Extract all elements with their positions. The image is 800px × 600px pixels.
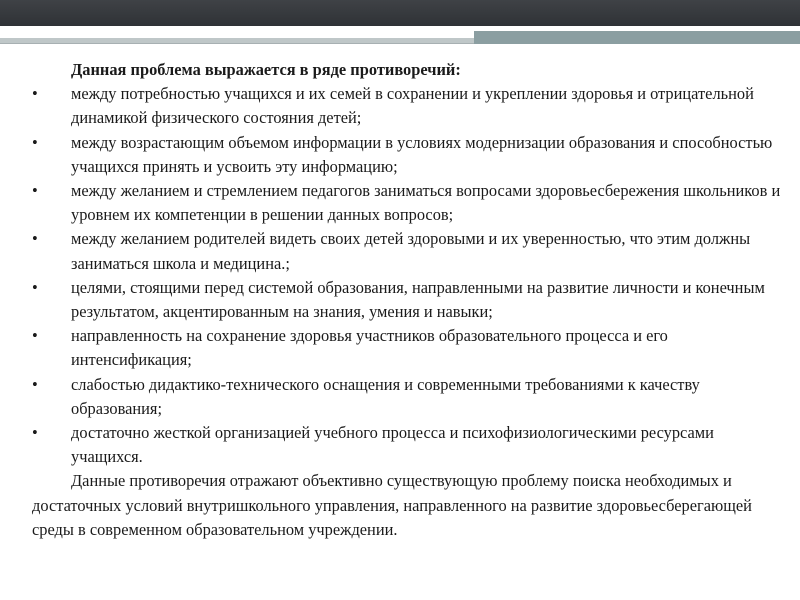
contradictions-list bbox=[32, 82, 784, 469]
list-item-text: достаточно жесткой организацией учебного процесса и психофизиологическими ресурсами учащихся. bbox=[71, 423, 714, 467]
bullet-icon: • bbox=[32, 181, 38, 201]
title-bar-decoration bbox=[0, 0, 800, 26]
list-item bbox=[32, 324, 784, 372]
list-item-text: между желанием родителей видеть своих детей здоровыми и их уверенностью, что этим должны заниматься школа и медицина.; bbox=[71, 229, 751, 273]
accent-block bbox=[474, 31, 800, 44]
list-item-text: направленность на сохранение здоровья участников образовательного процесса и его интенсификация; bbox=[71, 326, 668, 370]
bullet-icon: • bbox=[32, 423, 38, 443]
bullet-icon: • bbox=[32, 277, 38, 297]
list-item-text: слабостью дидактико-технического оснащения и современными требованиями к качеству образования; bbox=[71, 374, 700, 418]
list-item bbox=[32, 131, 784, 179]
list-item bbox=[32, 82, 784, 130]
list-item bbox=[32, 227, 784, 275]
list-item-text: между желанием и стремлением педагогов заниматься вопросами здоровьесбережения школьников и уровнем их компетенции в решении данных вопросов; bbox=[71, 181, 781, 225]
list-item-text: целями, стоящими перед системой образования, направленными на развитие личности и конечным результатом, акцентированным на знания, умения и навыки; bbox=[71, 277, 765, 322]
list-item bbox=[32, 373, 784, 421]
list-item bbox=[32, 276, 784, 324]
bullet-icon: • bbox=[32, 229, 38, 249]
bullet-icon: • bbox=[32, 132, 38, 152]
slide-body bbox=[32, 58, 784, 542]
heading: Данная проблема выражается в ряде противоречий: bbox=[71, 60, 461, 79]
accent-bar-decoration bbox=[0, 26, 800, 44]
closing-paragraph: Данные противоречия отражают объективно существующую проблему поиска необходимых и достаточных условий внутришкольного управления, направленного на развитие здоровьесберегающей среды в современном образовательном учреждении. bbox=[32, 471, 752, 539]
list-item bbox=[32, 421, 784, 469]
list-item-text: между потребностью учащихся и их семей в сохранении и укреплении здоровья и отрицательной динамикой физического состояния детей; bbox=[71, 84, 754, 128]
bullet-icon: • bbox=[32, 374, 38, 394]
bullet-icon: • bbox=[32, 84, 38, 104]
list-item-text: между возрастающим объемом информации в условиях модернизации образования и способностью учащихся принять и усвоить эту информацию; bbox=[71, 132, 773, 176]
bullet-icon: • bbox=[32, 326, 38, 346]
list-item bbox=[32, 179, 784, 227]
